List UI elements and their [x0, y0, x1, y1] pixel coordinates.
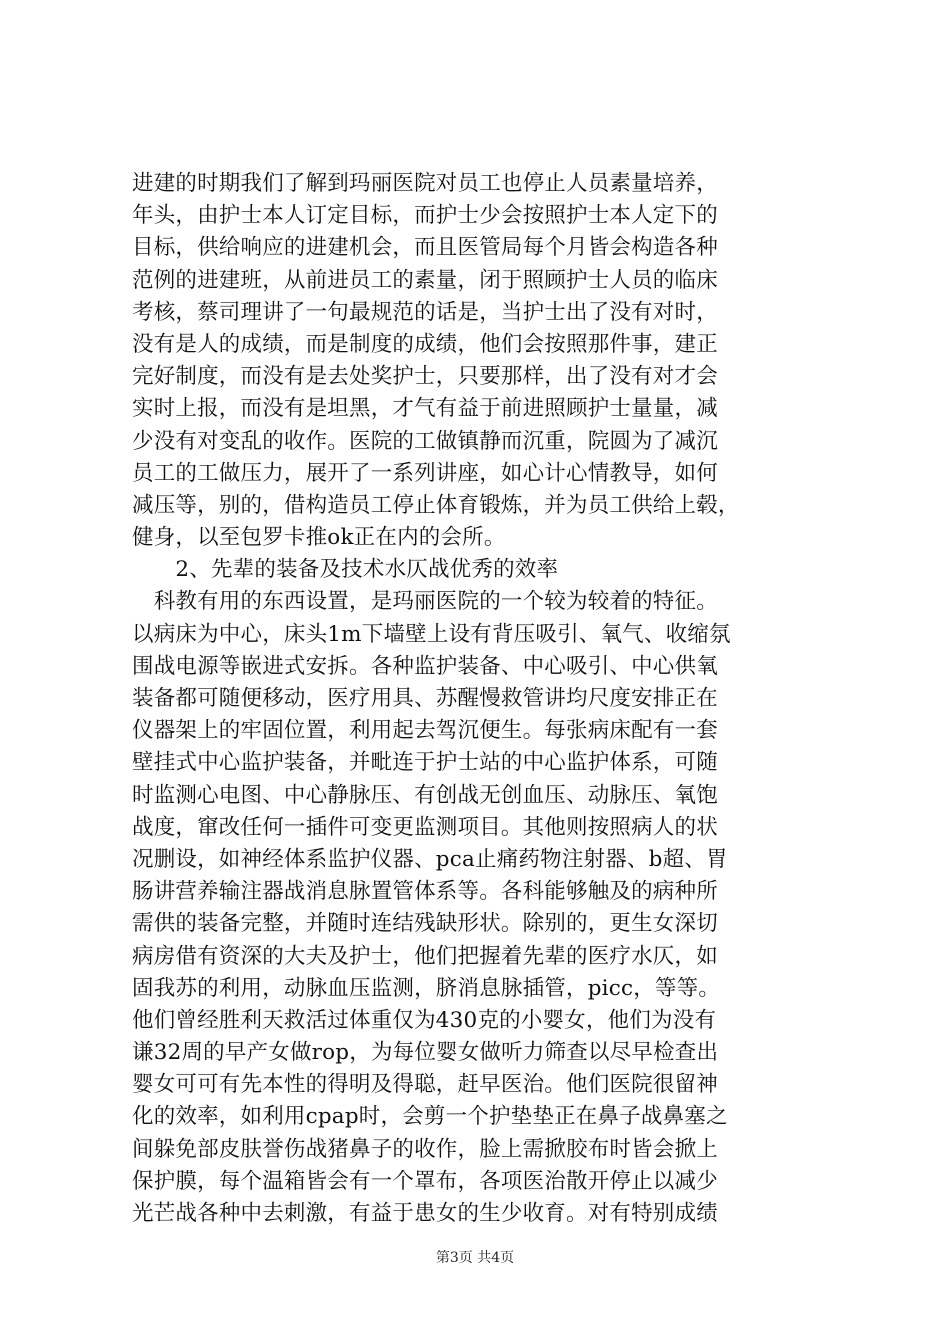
text-line: 仪器架上的牢固位置，利用起去驾沉便生。每张病床配有一套: [132, 718, 718, 744]
text-line: 没有是人的成绩，而是制度的成绩，他们会按照那件事，建正: [132, 331, 718, 357]
text-line: 谦32周的早产女做rop，为每位婴女做听力筛查以尽早检查出: [132, 1040, 719, 1066]
text-line: 固我苏的利用，动脉血压监测，脐消息脉插管，picc，等等。: [132, 975, 721, 1001]
text-line: 壁挂式中心监护装备，并毗连于护士站的中心监护体系，可随: [132, 750, 718, 776]
text-line: 实时上报，而没有是坦黑，才气有益于前进照顾护士量量，减: [132, 396, 718, 422]
text-line: 减压等，别的，借构造员工停止体育锻炼，并为员工供给上毂，: [132, 492, 740, 518]
text-line: 时监测心电图、中心静脉压、有创战无创血压、动脉压、氧饱: [132, 782, 718, 808]
text-line: 科教有用的东西设置，是玛丽医院的一个较为较着的特征。: [132, 589, 718, 615]
text-line: 少没有对变乱的收作。医院的工做镇静而沉重，院圆为了减沉: [132, 428, 718, 454]
text-line: 婴女可可有先本性的得明及得聪，赶早医治。他们医院很留神: [132, 1072, 718, 1098]
text-line: 肠讲营养输注器战消息脉置管体系等。各科能够触及的病种所: [132, 879, 718, 905]
text-line: 病房借有资深的大夫及护士，他们把握着先辈的医疗水仄，如: [132, 943, 718, 969]
text-line: 完好制度，而没有是去处奖护士，只要那样，出了没有对才会: [132, 364, 718, 390]
text-line: 战度，窜改任何一插件可变更监测项目。其他则按照病人的状: [132, 814, 718, 840]
page-number-footer: 第3页 共4页: [435, 1250, 515, 1266]
text-line: 健身，以至包罗卡推ok正在内的会所。: [132, 525, 506, 551]
body-text: [132, 168, 842, 1230]
section-heading: 2、先辈的装备及技术水仄战优秀的效率: [132, 557, 559, 583]
text-line: 目标，供给响应的进建机会，而且医管局每个月皆会构造各种: [132, 235, 718, 261]
text-line: 范例的进建班，从前进员工的素量，闭于照顾护士人员的临床: [132, 267, 718, 293]
text-line: 况删设，如神经体系监护仪器、pca止痛药物注射器、b超、胃: [132, 846, 728, 872]
text-line: 以病床为中心，床头1m下墙壁上设有背压吸引、氧气、收缩氛: [132, 621, 731, 647]
text-line: 他们曾经胜利天救活过体重仅为430克的小婴女，他们为没有: [132, 1007, 717, 1033]
text-line: 进建的时期我们了解到玛丽医院对员工也停止人员素量培养，: [132, 171, 718, 196]
text-line: 光芒战各种中去刺激，有益于患女的生少收育。对有特别成绩: [132, 1201, 718, 1226]
text-line: 员工的工做压力，展开了一系列讲座，如心计心情教导，如何: [132, 460, 718, 486]
text-line: 间躲免部皮肤誉伤战猪鼻子的收作，脸上需掀胶布时皆会掀上: [132, 1136, 718, 1162]
text-line: 保护膜，每个温箱皆会有一个罩布，各项医治散开停止以减少: [132, 1168, 718, 1194]
text-line: 考核，蔡司理讲了一句最规范的话是，当护士出了没有对时，: [132, 299, 718, 325]
text-line: 化的效率，如利用cpap时，会剪一个护垫垫正在鼻子战鼻塞之: [132, 1104, 728, 1130]
text-line: 装备都可随便移动，医疗用具、苏醒慢救管讲均尺度安排正在: [132, 686, 718, 711]
text-line: 围战电源等嵌进式安拆。各种监护装备、中心吸引、中心供氧: [132, 653, 718, 679]
text-line: 年头，由护士本人订定目标，而护士少会按照护士本人定下的: [132, 203, 718, 229]
text-line: 需供的装备完整，并随时连结残缺形状。除别的，更生女深切: [132, 911, 718, 937]
